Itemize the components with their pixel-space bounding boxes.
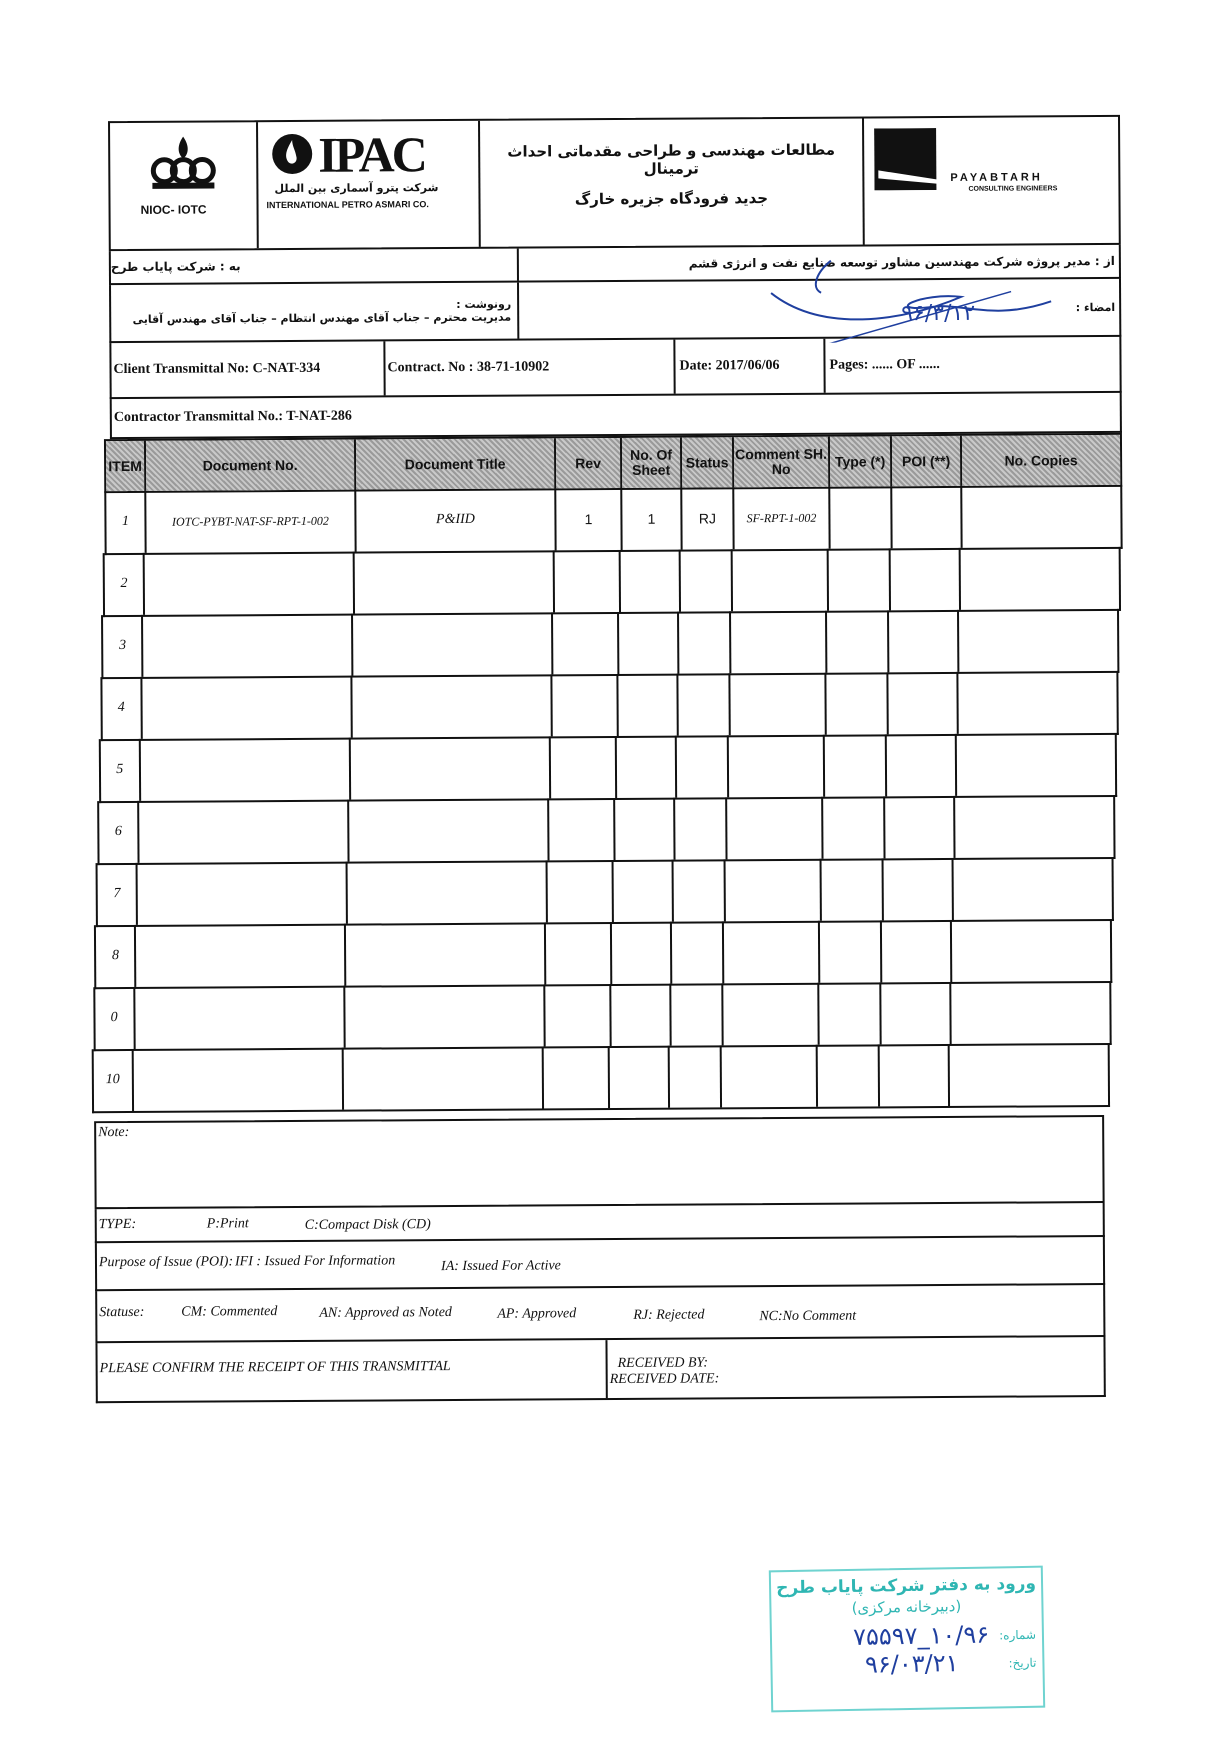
cell-copies	[949, 1043, 1107, 1106]
table-row	[100, 671, 1118, 741]
status-nc: NC:No Comment	[759, 1308, 857, 1325]
entry-stamp	[769, 1566, 1045, 1713]
stamp-date-value: ۹۶/۰۳/۲۱	[864, 1649, 959, 1679]
cell-item: 6	[99, 801, 139, 863]
col-doc-title: Document Title	[356, 438, 556, 489]
table-row	[91, 1043, 1109, 1113]
cell-status	[679, 611, 731, 673]
cell-item: 8	[96, 925, 136, 987]
stamp-line1: ورود به دفتر شرکت پایاب طرح	[775, 1573, 1037, 1599]
cell-doc-no	[133, 1048, 343, 1111]
cell-doc-no	[141, 738, 351, 801]
poi-ia: IA: Issued For Active	[440, 1258, 561, 1275]
cell-title	[346, 922, 546, 985]
cell-copies	[959, 609, 1117, 672]
col-poi: POI (**)	[892, 436, 962, 486]
col-type: Type (*)	[830, 436, 892, 486]
cell-copies	[958, 671, 1116, 734]
cell-rev	[543, 1046, 609, 1108]
cell-rev	[552, 674, 618, 736]
table-row	[101, 609, 1119, 679]
cell-copies	[957, 733, 1115, 796]
col-status: Status	[682, 437, 734, 487]
cell-status	[678, 673, 730, 735]
cell-comment	[730, 673, 826, 736]
cell-copies	[961, 547, 1119, 610]
contractor-transmittal-no: Contractor Transmittal No.: T-NAT-286	[113, 408, 352, 426]
table-row	[97, 795, 1115, 865]
cell-comment: SF-RPT-1-002	[734, 487, 830, 550]
project-title-line2: جدید فرودگاه جزیره خارگ	[574, 189, 769, 209]
cell-rev	[548, 860, 614, 922]
cell-title	[353, 612, 553, 675]
pages-field: Pages: ...... OF ......	[829, 357, 940, 373]
cell-item: 0	[95, 987, 135, 1049]
cell-status	[669, 1045, 721, 1107]
cell-item: 1	[106, 491, 146, 553]
cell-poi	[885, 796, 955, 858]
cell-sheets	[611, 984, 671, 1046]
received-by: RECEIVED BY:	[617, 1355, 709, 1372]
cell-doc-no: IOTC-PYBT-NAT-SF-RPT-1-002	[146, 490, 356, 553]
cell-copies	[962, 485, 1120, 548]
cell-item: 3	[103, 615, 143, 677]
col-item: ITEM	[106, 441, 146, 491]
cc-signature-row	[109, 279, 1121, 343]
cell-title: P&IID	[356, 488, 556, 551]
cell-type	[825, 734, 887, 796]
receipt-row	[95, 1337, 1105, 1403]
from-field: از : مدیر پروژه شرکت مهندسین مشاور توسعه صنایع نفت و انرژی قشم	[688, 253, 1115, 271]
contractor-row	[110, 393, 1122, 439]
note-box	[94, 1115, 1105, 1209]
cell-type	[829, 548, 891, 610]
transmittal-date: Date: 2017/06/06	[675, 339, 825, 394]
col-copies: No. Copies	[962, 435, 1120, 486]
received-date: RECEIVED DATE:	[609, 1371, 720, 1388]
cell-sheets	[612, 922, 672, 984]
stamp-number-value: ۱۰/۹۶_۷۵۵۹۷	[852, 1620, 990, 1651]
type-label: TYPE:	[98, 1216, 137, 1233]
table-row	[94, 919, 1112, 989]
cell-item: 4	[102, 677, 142, 739]
cell-doc-no	[136, 924, 346, 987]
cell-comment	[729, 735, 825, 798]
type-print: P:Print	[206, 1216, 249, 1232]
cell-sheets: 1	[622, 488, 682, 550]
cell-comment	[724, 921, 820, 984]
table-row	[99, 733, 1117, 803]
cell-type	[819, 982, 881, 1044]
ipac-logo-text: IPAC	[318, 126, 425, 183]
contract-no: Contract. No : 38-71-10902	[385, 340, 675, 396]
cell-poi	[891, 548, 961, 610]
col-sheets: No. Of Sheet	[622, 438, 682, 488]
ipac-name-fa: شرکت پترو آسماری بین الملل	[274, 181, 439, 196]
cell-status	[674, 859, 726, 921]
cell-comment	[727, 797, 823, 860]
col-comment: Comment SH. No	[734, 437, 830, 488]
cell-sheets	[617, 736, 677, 798]
cell-status	[671, 983, 723, 1045]
cell-type	[830, 486, 892, 548]
status-ap: AP: Approved	[497, 1306, 577, 1322]
to-field: به : شرکت پایاب طرح	[111, 249, 519, 283]
signature-date: ۹۶/۳/۱۲	[901, 300, 976, 327]
cell-poi	[882, 920, 952, 982]
cell-comment	[726, 859, 822, 922]
cell-status: RJ	[682, 487, 734, 549]
table-row	[96, 857, 1114, 927]
ipac-logo	[258, 121, 481, 248]
handwritten-signature	[761, 251, 1062, 343]
cell-status	[675, 797, 727, 859]
cell-rev	[555, 550, 621, 612]
cell-sheets	[615, 798, 675, 860]
status-rj: RJ: Rejected	[633, 1307, 705, 1323]
cell-type	[827, 610, 889, 672]
col-doc-no: Document No.	[146, 440, 356, 491]
cell-type	[823, 796, 885, 858]
cell-doc-no	[142, 676, 352, 739]
status-an: AN: Approved as Noted	[319, 1305, 452, 1321]
cc-label: رونوشت :	[456, 297, 512, 311]
confirm-cell	[97, 1340, 607, 1401]
cell-status	[672, 921, 724, 983]
table-row	[93, 981, 1111, 1051]
cell-rev: 1	[556, 488, 622, 550]
items-table-header	[104, 433, 1122, 493]
status-cm: CM: Commented	[181, 1304, 278, 1320]
payabtarh-subtitle: CONSULTING ENGINEERS	[968, 185, 1058, 193]
cell-status	[677, 735, 729, 797]
cell-copies	[955, 795, 1113, 858]
cell-title	[348, 860, 548, 923]
nioc-logo	[110, 122, 259, 249]
cell-rev	[545, 984, 611, 1046]
cell-doc-no	[145, 552, 355, 615]
cell-rev	[546, 922, 612, 984]
cell-title	[351, 736, 551, 799]
cell-poi	[879, 1044, 949, 1106]
cell-doc-no	[135, 986, 345, 1049]
type-cd: C:Compact Disk (CD)	[304, 1217, 431, 1233]
cell-type	[817, 1044, 879, 1106]
cell-item: 5	[101, 739, 141, 801]
cell-sheets	[609, 1046, 669, 1108]
cell-status	[681, 549, 733, 611]
cell-copies	[952, 919, 1110, 982]
cell-sheets	[618, 674, 678, 736]
transmittal-info-row	[109, 337, 1121, 399]
poi-label: Purpose of Issue (POI):	[98, 1254, 234, 1271]
cell-type	[820, 920, 882, 982]
cell-title	[355, 550, 555, 613]
cell-doc-no	[143, 614, 353, 677]
table-row	[104, 485, 1122, 555]
cell-title	[349, 798, 549, 861]
cell-poi	[892, 486, 962, 548]
cell-sheets	[619, 612, 679, 674]
signature-label: امضاء :	[1075, 300, 1116, 314]
cell-poi	[881, 982, 951, 1044]
ipac-name-en: INTERNATIONAL PETRO ASMARI CO.	[266, 199, 429, 211]
cell-doc-no	[139, 800, 349, 863]
col-rev: Rev	[556, 438, 622, 488]
cell-sheets	[621, 550, 681, 612]
status-legend-row	[95, 1285, 1105, 1343]
cell-comment	[733, 549, 829, 612]
cell-rev	[549, 798, 615, 860]
stamp-number-label: شماره:	[999, 1627, 1037, 1643]
transmittal-form	[98, 115, 1129, 1553]
cell-comment	[723, 983, 819, 1046]
cell-type	[826, 672, 888, 734]
stamp-date-label: تاریخ:	[1008, 1655, 1037, 1671]
cc-value: مدیریت محترم – جناب آقای مهندس انتظام – جناب آقای مهندس آقایی	[132, 310, 512, 326]
payabtarh-name: PAYABTARH	[950, 171, 1043, 184]
poi-row	[95, 1237, 1105, 1291]
ipac-drop-icon	[270, 132, 314, 176]
cell-item: 10	[93, 1049, 133, 1111]
cell-poi	[889, 610, 959, 672]
cell-copies	[951, 981, 1109, 1044]
confirm-text: PLEASE CONFIRM THE RECEIPT OF THIS TRANSMITTAL	[99, 1359, 451, 1377]
cell-doc-no	[138, 862, 348, 925]
nioc-emblem-icon	[148, 132, 218, 192]
stamp-line2: (دبیرخانه مرکزی)	[851, 1597, 962, 1617]
client-transmittal-no: Client Transmittal No: C-NAT-334	[111, 341, 385, 397]
note-label: Note:	[98, 1124, 130, 1141]
cell-poi	[888, 672, 958, 734]
project-title	[480, 118, 865, 246]
payabtarh-emblem-icon	[874, 128, 944, 190]
nioc-label: NIOC- IOTC	[140, 202, 207, 217]
cell-comment	[721, 1045, 817, 1108]
poi-ifi: IFI : Issued For Information	[234, 1253, 396, 1270]
cell-poi	[884, 858, 954, 920]
cell-copies	[954, 857, 1112, 920]
status-label: Statuse:	[99, 1304, 145, 1321]
cell-comment	[731, 611, 827, 674]
cell-rev	[551, 736, 617, 798]
cell-title	[345, 984, 545, 1047]
form-header	[108, 115, 1121, 251]
project-title-line1: مطالعات مهندسی و طراحی مقدماتی احداث ترمینال	[507, 140, 836, 178]
cell-poi	[887, 734, 957, 796]
cell-title	[352, 674, 552, 737]
cell-type	[822, 858, 884, 920]
cc-block	[111, 283, 519, 341]
cell-item: 2	[105, 553, 145, 615]
cell-item: 7	[98, 863, 138, 925]
payabtarh-logo	[864, 117, 1119, 245]
cell-rev	[553, 612, 619, 674]
cell-sheets	[614, 860, 674, 922]
cell-title	[343, 1046, 543, 1109]
table-row	[103, 547, 1121, 617]
